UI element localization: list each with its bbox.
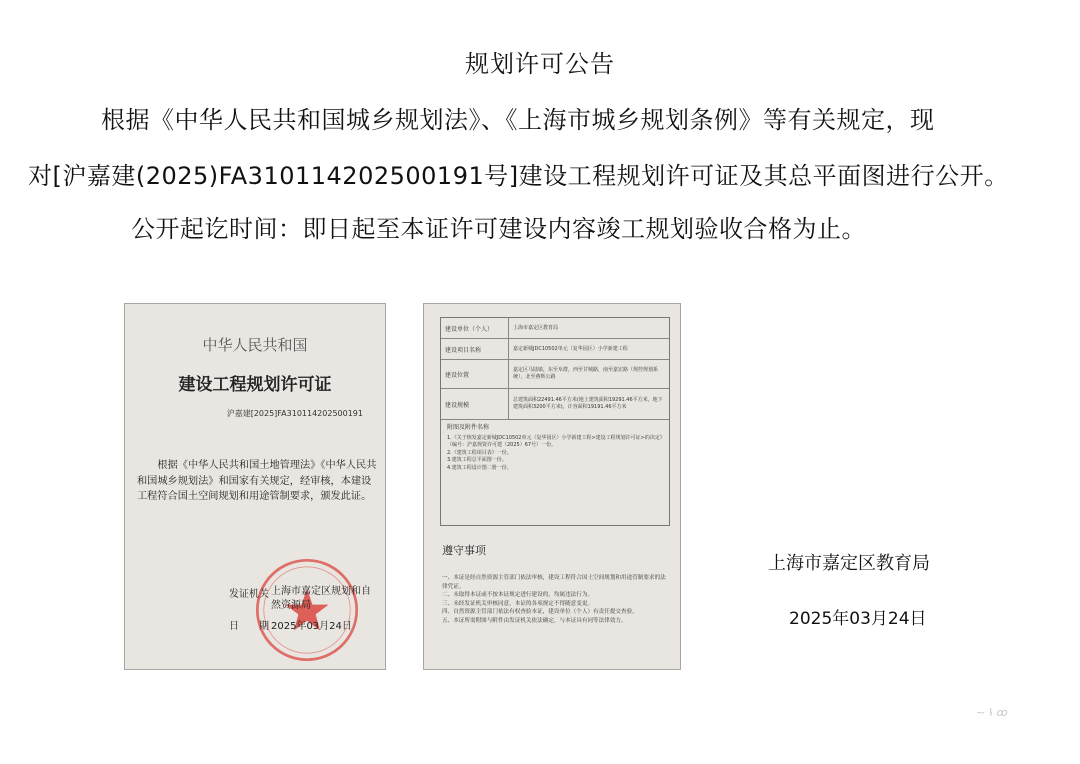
- row-value: 嘉定区马陆镇，东至阜群，西至甘城路，南至嘉宏路（规控规划系统），北至燕辉公路: [513, 367, 659, 380]
- publish-date: 2025年03月24日: [789, 609, 927, 629]
- list-item: 四、自然资源主管部门依法有权查验本证，建设单位（个人）有责任提交查验。: [442, 609, 638, 615]
- row-value: 总建筑面积22491.46平方米(地上建筑面积19291.46平方米，地下建筑面积3200平方米)，计容面积19191.46平方米: [513, 397, 663, 410]
- issue-date-label: 日 期: [229, 621, 269, 632]
- row-label: 建设位置: [441, 360, 509, 388]
- attachment-list-title: 附图及附件名称: [447, 424, 490, 431]
- notice-title: 规划许可公告: [465, 50, 615, 78]
- signature-mark-icon: ~ ꝇ ꝏ: [976, 706, 1008, 719]
- rules-title: 遵守事项: [442, 544, 486, 557]
- list-item: 一、本证是经自然资源主管部门依法审核，建设工程符合国土空间规划和用途管制要求的法律凭证。: [442, 575, 666, 590]
- notice-paragraph-2: 对[沪嘉建(2025)FA310114202500191号]建设工程规划许可证及其总平面图进行公开。: [28, 162, 1009, 190]
- issue-date: 2025年03月24日: [271, 621, 352, 632]
- table-row: [441, 389, 669, 420]
- notice-paragraph-3: 公开起讫时间：即日起至本证许可建设内容竣工规划验收合格为止。: [131, 215, 866, 243]
- row-value: 上海市嘉定区教育局: [513, 324, 559, 331]
- row-label: 建设规模: [441, 389, 509, 419]
- list-item: 1.《关于核发嘉定新城JDC10502单元（复华园区）小学新建工程>建设工程规划许可证>的决定》（编号：沪嘉规资许可建（2025）67号）一份。: [447, 434, 663, 448]
- issuer-name: 上海市嘉定区规划和自然资源局: [271, 586, 371, 611]
- list-item: 二、未取得本证或不按本证规定进行建设的，均属违法行为。: [442, 592, 594, 598]
- permit-certificate-image: [124, 303, 386, 670]
- notice-paragraph-1: 根据《中华人民共和国城乡规划法》、《上海市城乡规划条例》等有关规定，现: [101, 106, 935, 134]
- list-item: 3.建筑工程总平面图一份。: [447, 457, 507, 463]
- list-item: 三、未经发证机关审核同意，本证的各项规定不得随意变更。: [442, 600, 594, 607]
- certificate-number: 沪嘉建[2025]FA310114202500191: [226, 409, 363, 418]
- list-item: 2.《建筑工程项目表》一份。: [447, 449, 512, 456]
- row-label: 建设单位（个人）: [441, 318, 509, 338]
- list-item: 五、本证所需附图与附件由发证机关依法确定，与本证具有同等法律效力。: [442, 617, 627, 624]
- issuer-label: 发证机关: [229, 589, 269, 600]
- project-info-table: [440, 317, 670, 526]
- row-value: 嘉定新城JDC10502单元（复华园区）小学新建工程: [513, 345, 628, 352]
- permit-attachment-image: [423, 303, 681, 670]
- table-row: [441, 360, 669, 389]
- publishing-agency: 上海市嘉定区教育局: [768, 553, 930, 574]
- certificate-title: 建设工程规划许可证: [178, 375, 332, 395]
- row-label: 建设项目名称: [441, 339, 509, 359]
- table-row: [441, 339, 669, 360]
- attachment-list: [441, 420, 669, 525]
- certificate-country: 中华人民共和国: [202, 336, 308, 354]
- table-row: [441, 318, 669, 339]
- certificate-body: 根据《中华人民共和国土地管理法》《中华人民共和国城乡规划法》和国家有关规定，经审核，本建设工程符合国土空间规划和用途管制要求，颁发此证。: [137, 460, 377, 502]
- list-item: 4.建筑工程设计图二册一份。: [447, 464, 512, 471]
- rules-list: [442, 574, 666, 625]
